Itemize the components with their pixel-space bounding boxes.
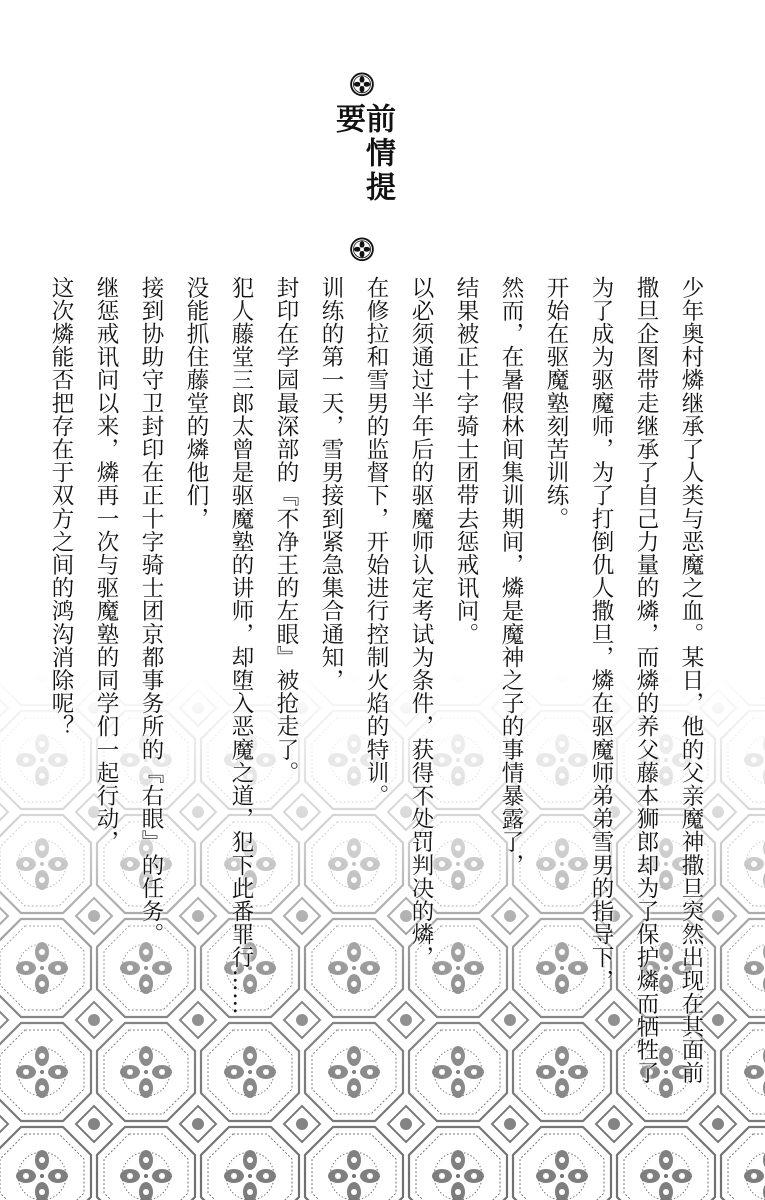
text-column: 犯人藤堂三郎太曾是驱魔塾的讲师，却堕入恶魔之道，犯下此番罪行…… xyxy=(228,276,254,1016)
text-column: 以必须通过半年后的驱魔师认定考试为条件，获得不处罚判决的燐， xyxy=(408,276,434,969)
flower-ornament-icon xyxy=(349,72,375,97)
text-column: 训练的第一天，雪男接到紧急集合通知， xyxy=(318,276,344,692)
heading-block xyxy=(330,72,395,262)
page-title: 前情提要 xyxy=(330,102,395,205)
text-column: 撒旦企图带走继承了自己力量的燐，而燐的养父藤本狮郎却为了保护燐而牺牲了 xyxy=(633,276,659,1085)
text-column: 开始在驱魔塾刻苦训练。 xyxy=(543,276,569,531)
text-column: 没能抓住藤堂的燐他们， xyxy=(183,276,209,531)
flower-ornament-icon xyxy=(349,237,375,262)
synopsis-text xyxy=(38,276,713,1176)
text-column: 在修拉和雪男的监督下，开始进行控制火焰的特训。 xyxy=(363,276,389,808)
text-column: 少年奥村燐继承了人类与恶魔之血。某日，他的父亲魔神撒旦突然出现在其面前 xyxy=(678,276,704,1085)
text-column: 继惩戒讯问以来，燐再一次与驱魔塾的同学们一起行动， xyxy=(93,276,119,854)
text-column: 为了成为驱魔师，为了打倒仇人撒旦，燐在驱魔师弟弟雪男的指导下， xyxy=(588,276,614,993)
text-column: 封印在学园最深部的『不净王的左眼』被抢走了。 xyxy=(273,276,299,785)
text-column: 然而，在暑假林间集训期间，燐是魔神之子的事情暴露了， xyxy=(498,276,524,877)
text-column: 这次燐能否把存在于双方之间的鸿沟消除呢？ xyxy=(48,276,74,738)
text-column: 结果被正十字骑士团带去惩戒讯问。 xyxy=(453,276,479,646)
text-column: 接到协助守卫封印在正十字骑士团京都事务所的『右眼』的任务。 xyxy=(138,276,164,946)
